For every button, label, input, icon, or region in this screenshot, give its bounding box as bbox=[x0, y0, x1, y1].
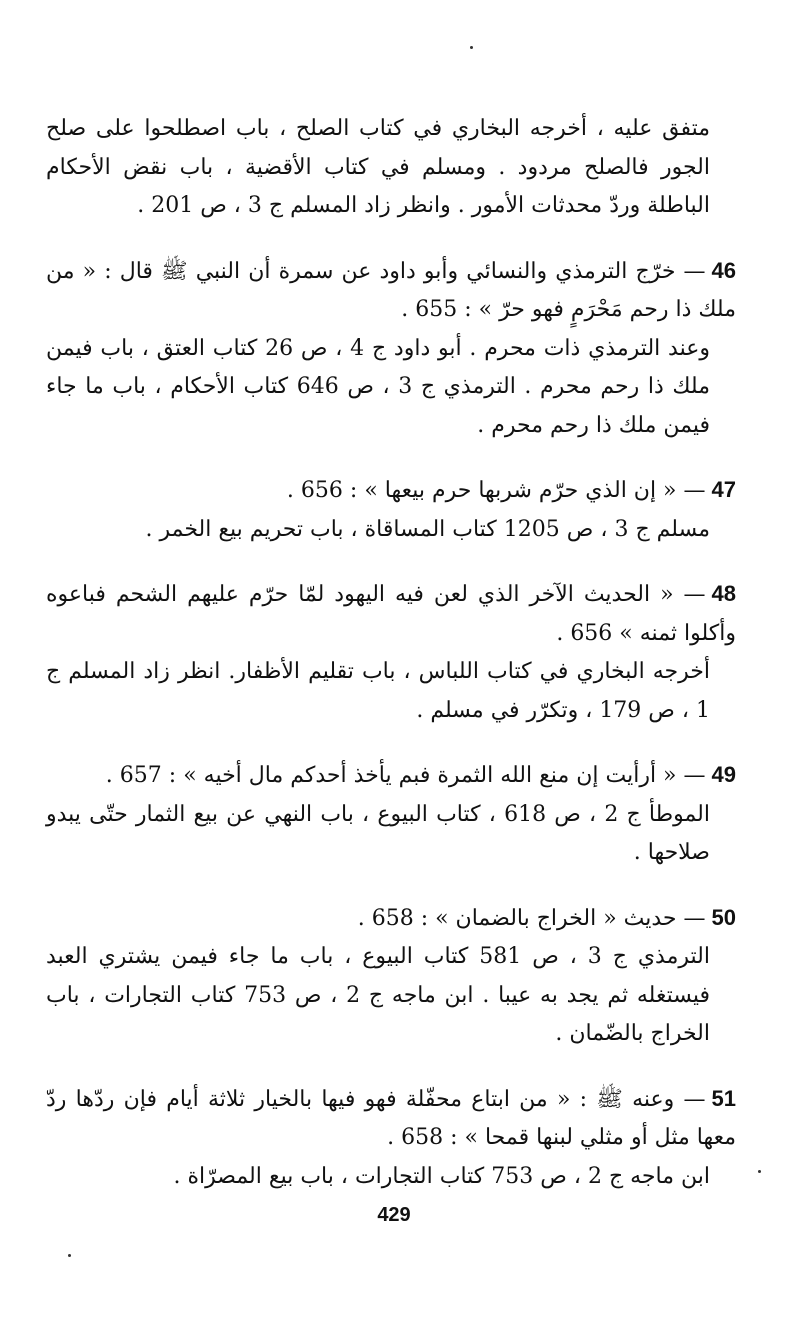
page-number: 429 bbox=[377, 1204, 411, 1226]
footnote-51-hadith bbox=[46, 1080, 736, 1158]
footnote-49-number: 49 bbox=[711, 762, 736, 787]
footnote-48-text: — « الحديث الآخر الذي لعن فيه اليهود لمّا حرّم عليهم الشحم فباعوه وأكلوا ثمنه » 656 . bbox=[46, 582, 736, 646]
footnote-51-number: 51 bbox=[711, 1085, 736, 1111]
footnote-51-text: — وعنه ﷺ : « من ابتاع محفّلة فهو فيها بالخيار ثلاثة أيام فإن ردّها ردّ معها مثل أو مثلي لبنها قمحا » : 658 . bbox=[46, 1086, 736, 1150]
footnote-51 bbox=[46, 1080, 736, 1197]
footnote-47-reference: مسلم ج 3 ، ص 1205 كتاب المساقاة ، باب تحريم بيع الخمر . bbox=[145, 516, 710, 542]
scan-speck bbox=[68, 1254, 71, 1257]
footnote-46-text: — خرّج الترمذي والنسائي وأبو داود عن سمرة أن النبي ﷺ قال : « من ملك ذا رحم مَحْرَمٍ فهو حرّ » : 655 . bbox=[46, 258, 736, 322]
footnote-50-number: 50 bbox=[711, 904, 736, 930]
footnote-50-hadith bbox=[46, 899, 736, 939]
footnote-50-reference: الترمذي ج 3 ، ص 581 كتاب البيوع ، باب ما جاء فيمن يشتري العبد فيستغله ثم يجد به عيبا . ابن ماجه ج 2 ، ص 753 كتاب التجارات ، باب الخراج بالضّمان . bbox=[46, 944, 710, 1046]
footnote-49-hadith bbox=[46, 756, 736, 796]
footnote-45-reference: متفق عليه ، أخرجه البخاري في كتاب الصلح ، باب اصطلحوا على صلح الجور فالصلح مردود . ومسلم في كتاب الأقضية ، باب نقض الأحكام الباطلة وردّ محدثات الأمور . وانظر زاد المسلم ج 3 ، ص 201 . bbox=[46, 116, 710, 218]
footnote-48-reference: أخرجه البخاري في كتاب اللباس ، باب تقليم الأظفار. انظر زاد المسلم ج 1 ، ص 179 ، وتكرّر في مسلم . bbox=[46, 659, 710, 723]
footnote-45 bbox=[46, 110, 736, 226]
footnote-47-number: 47 bbox=[711, 477, 736, 502]
footnote-47-text: — « إن الذي حرّم شربها حرم بيعها » : 656 . bbox=[286, 478, 706, 503]
footnote-48 bbox=[46, 575, 736, 730]
footnote-50-text: — حديث « الخراج بالضمان » : 658 . bbox=[357, 905, 706, 931]
footnote-46-number: 46 bbox=[711, 257, 736, 283]
footnote-46-hadith bbox=[46, 252, 736, 330]
footnote-49-reference: الموطأ ج 2 ، ص 618 ، كتاب البيوع ، باب النهي عن بيع الثمار حتّى يبدو صلاحها . bbox=[46, 801, 710, 865]
footnote-49 bbox=[46, 756, 736, 873]
footnote-46-reference: وعند الترمذي ذات محرم . أبو داود ج 4 ، ص 26 كتاب العتق ، باب فيمن ملك ذا رحم محرم . الترمذي ج 3 ، ص 646 كتاب الأحكام ، باب ما جاء فيمن ملك ذا رحم محرم . bbox=[46, 335, 710, 438]
footnote-48-hadith bbox=[46, 575, 736, 653]
footnote-48-number: 48 bbox=[711, 581, 736, 606]
footnote-49-text: — « أرأيت إن منع الله الثمرة فبم يأخذ أحدكم مال أخيه » : 657 . bbox=[105, 763, 706, 788]
footnote-46 bbox=[46, 252, 736, 446]
footnote-47-hadith bbox=[46, 471, 736, 511]
footnote-50 bbox=[46, 899, 736, 1054]
scan-speck bbox=[758, 1170, 761, 1173]
footnote-47 bbox=[46, 471, 736, 549]
footnotes-body bbox=[46, 110, 736, 1196]
scan-speck bbox=[470, 46, 473, 49]
footnote-51-reference: ابن ماجه ج 2 ، ص 753 كتاب التجارات ، باب بيع المصرّاة . bbox=[173, 1163, 710, 1189]
